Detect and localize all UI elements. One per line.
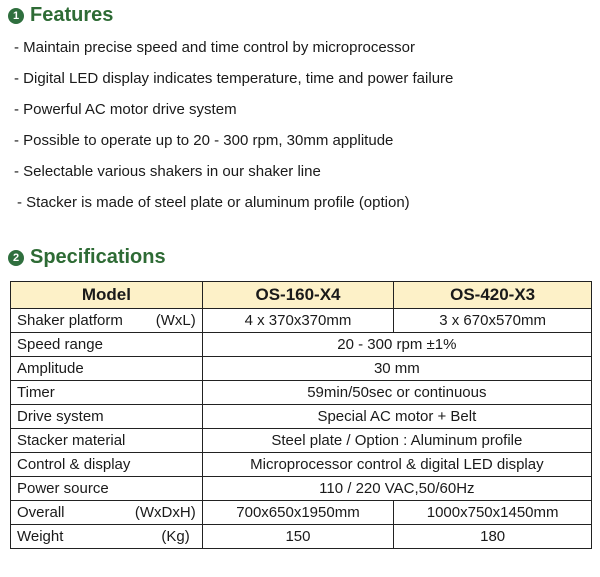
table-row [11, 501, 592, 525]
table-row [11, 405, 592, 429]
row-label [11, 525, 203, 549]
row-label: Timer [11, 381, 203, 405]
list-item: - Powerful AC motor drive system [14, 101, 237, 118]
table-row [11, 525, 592, 549]
model-header: Model [11, 282, 203, 309]
row-label: Stacker material [11, 429, 203, 453]
row-label [11, 309, 203, 333]
cell-value: 59min/50sec or continuous [202, 381, 591, 405]
row-label: Control & display [11, 453, 203, 477]
row-unit: (Kg) [161, 528, 190, 545]
row-unit: (WxDxH) [134, 504, 196, 521]
row-label: Speed range [11, 333, 203, 357]
model-os-160-x4-header: OS-160-X4 [202, 282, 394, 309]
cell-value: 700x650x1950mm [202, 501, 394, 525]
row-unit: (WxL) [155, 312, 196, 329]
table-header-row [11, 282, 592, 309]
cell-value: 180 [394, 525, 592, 549]
cell-value: 20 - 300 rpm ±1% [202, 333, 591, 357]
number-two-icon: 2 [8, 250, 24, 266]
specifications-table [10, 281, 592, 549]
row-label [11, 501, 203, 525]
list-item: - Maintain precise speed and time control by microprocessor [14, 39, 416, 56]
list-item: - Stacker is made of steel plate or aluminum profile (option) [17, 194, 410, 211]
specifications-title: Specifications [30, 246, 166, 268]
cell-value: Special AC motor + Belt [202, 405, 591, 429]
cell-value: 1000x750x1450mm [394, 501, 592, 525]
list-item: - Possible to operate up to 20 - 300 rpm, 30mm applitude [14, 132, 394, 149]
model-os-420-x3-header: OS-420-X3 [394, 282, 592, 309]
list-item: - Digital LED display indicates temperature, time and power failure [14, 70, 454, 87]
cell-value: 30 mm [202, 357, 591, 381]
features-list [14, 36, 453, 222]
cell-value: 150 [202, 525, 394, 549]
cell-value: 110 / 220 VAC,50/60Hz [202, 477, 591, 501]
table-row [11, 381, 592, 405]
list-item: - Selectable various shakers in our shaker line [14, 163, 321, 180]
cell-value: Microprocessor control & digital LED display [202, 453, 591, 477]
table-row [11, 333, 592, 357]
cell-value: Steel plate / Option : Aluminum profile [202, 429, 591, 453]
cell-value: 4 x 370x370mm [202, 309, 394, 333]
cell-value: 3 x 670x570mm [394, 309, 592, 333]
specifications-heading [8, 246, 166, 269]
row-label: Power source [11, 477, 203, 501]
table-row [11, 309, 592, 333]
row-label-text: Shaker platform [17, 312, 123, 329]
features-heading [8, 4, 113, 27]
table-row [11, 477, 592, 501]
table-row [11, 429, 592, 453]
table-row [11, 453, 592, 477]
row-label-text: Weight [17, 528, 64, 545]
number-one-icon: 1 [8, 8, 24, 24]
row-label: Amplitude [11, 357, 203, 381]
row-label: Drive system [11, 405, 203, 429]
row-label-text: Overall [17, 504, 65, 521]
features-title: Features [30, 4, 114, 26]
table-row [11, 357, 592, 381]
